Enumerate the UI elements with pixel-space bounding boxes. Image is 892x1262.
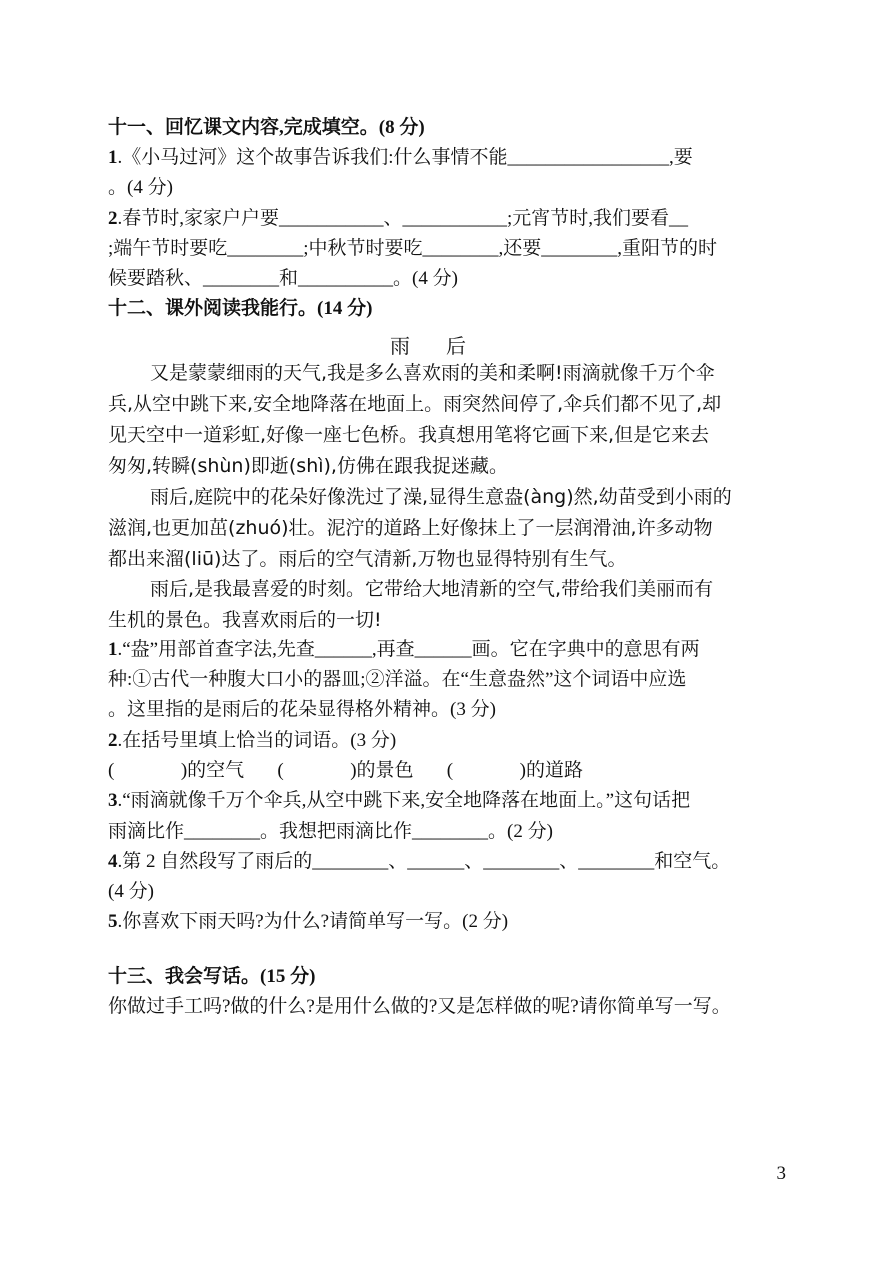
sec11-q2-line1 bbox=[108, 208, 688, 230]
sec11-q1-line1 bbox=[108, 147, 693, 169]
passage-p3-line2: 生机的景色。我喜欢雨后的一切! bbox=[108, 609, 382, 631]
sec11-q1-line2: 。(4 分) bbox=[108, 177, 173, 198]
sec12-q2-line1 bbox=[108, 730, 396, 752]
passage-p1-line4: 匆匆,转瞬(shùn)即逝(shì),仿佛在跟我捉迷藏。 bbox=[108, 455, 508, 477]
question-text: .在括号里填上恰当的词语。(3 分) bbox=[117, 730, 397, 751]
question-text: .“盎”用部首查字法,先查______,再查______画。它在字典中的意思有两 bbox=[117, 639, 700, 660]
question-text: .《小马过河》这个故事告诉我们:什么事情不能_________________,要 bbox=[117, 147, 693, 168]
section-13-heading: 十三、我会写话。(15 分) bbox=[108, 966, 316, 987]
question-number: 2 bbox=[108, 730, 118, 751]
page-number: 3 bbox=[776, 1163, 786, 1184]
sec12-q1-line3: 。这里指的是雨后的花朵显得格外精神。(3 分) bbox=[108, 699, 496, 720]
question-number: 1 bbox=[108, 639, 118, 660]
question-text: .“雨滴就像千万个伞兵,从空中跳下来,安全地降落在地面上。”这句话把 bbox=[117, 790, 691, 811]
writing-prompt: 你做过手工吗?做的什么?是用什么做的?又是怎样做的呢?请你简单写一写。 bbox=[108, 996, 731, 1017]
question-text: .你喜欢下雨天吗?为什么?请简单写一写。(2 分) bbox=[117, 911, 509, 932]
sec12-q3-line1 bbox=[108, 790, 690, 812]
question-number: 5 bbox=[108, 911, 118, 932]
sec12-q4-line1 bbox=[108, 851, 730, 873]
question-text: .第 2 自然段写了雨后的________、______、________、________和空气。 bbox=[117, 851, 731, 872]
question-text: .春节时,家家户户要___________、___________;元宵节时,我们要看__ bbox=[117, 208, 689, 229]
passage-p3-line1: 雨后,是我最喜爱的时刻。它带给大地清新的空气,带给我们美丽而有 bbox=[150, 578, 714, 600]
passage-p1-line1: 又是蒙蒙细雨的天气,我是多么喜欢雨的美和柔啊!雨滴就像千万个伞 bbox=[150, 362, 715, 384]
sec12-q4-line2: (4 分) bbox=[108, 881, 154, 902]
passage-p1-line3: 见天空中一道彩虹,好像一座七色桥。我真想用笔将它画下来,但是它来去 bbox=[108, 424, 710, 446]
passage-p2-line1: 雨后,庭院中的花朵好像洗过了澡,显得生意盎(àng)然,幼苗受到小雨的 bbox=[150, 486, 732, 508]
sec12-q3-line2: 雨滴比作________。我想把雨滴比作________。(2 分) bbox=[108, 821, 553, 842]
sec12-q1-line2: 种:①古代一种腹大口小的器皿;②洋溢。在“生意盎然”这个词语中应选 bbox=[108, 669, 687, 690]
sec12-q2-line2: ( )的空气 ( )的景色 ( )的道路 bbox=[108, 760, 583, 781]
passage-p1-line2: 兵,从空中跳下来,安全地降落在地面上。雨突然间停了,伞兵们都不见了,却 bbox=[108, 393, 722, 415]
sec12-q5-line1 bbox=[108, 911, 508, 933]
question-number: 4 bbox=[108, 851, 118, 872]
section-12-heading: 十二、课外阅读我能行。(14 分) bbox=[108, 298, 373, 319]
passage-title: 雨后 bbox=[390, 334, 502, 358]
sec12-q1-line1 bbox=[108, 639, 700, 661]
question-number: 1 bbox=[108, 147, 118, 168]
passage-p2-line2: 滋润,也更加茁(zhuó)壮。泥泞的道路上好像抹上了一层润滑油,许多动物 bbox=[108, 517, 713, 539]
question-number: 3 bbox=[108, 790, 118, 811]
passage-p2-line3: 都出来溜(liū)达了。雨后的空气清新,万物也显得特别有生气。 bbox=[108, 548, 627, 570]
sec11-q2-line3: 候要踏秋、________和__________。(4 分) bbox=[108, 268, 458, 289]
section-11-heading: 十一、回忆课文内容,完成填空。(8 分) bbox=[108, 117, 425, 138]
sec11-q2-line2: ;端午节时要吃________;中秋节时要吃________,还要________,重阳节的时 bbox=[108, 238, 718, 259]
question-number: 2 bbox=[108, 208, 118, 229]
